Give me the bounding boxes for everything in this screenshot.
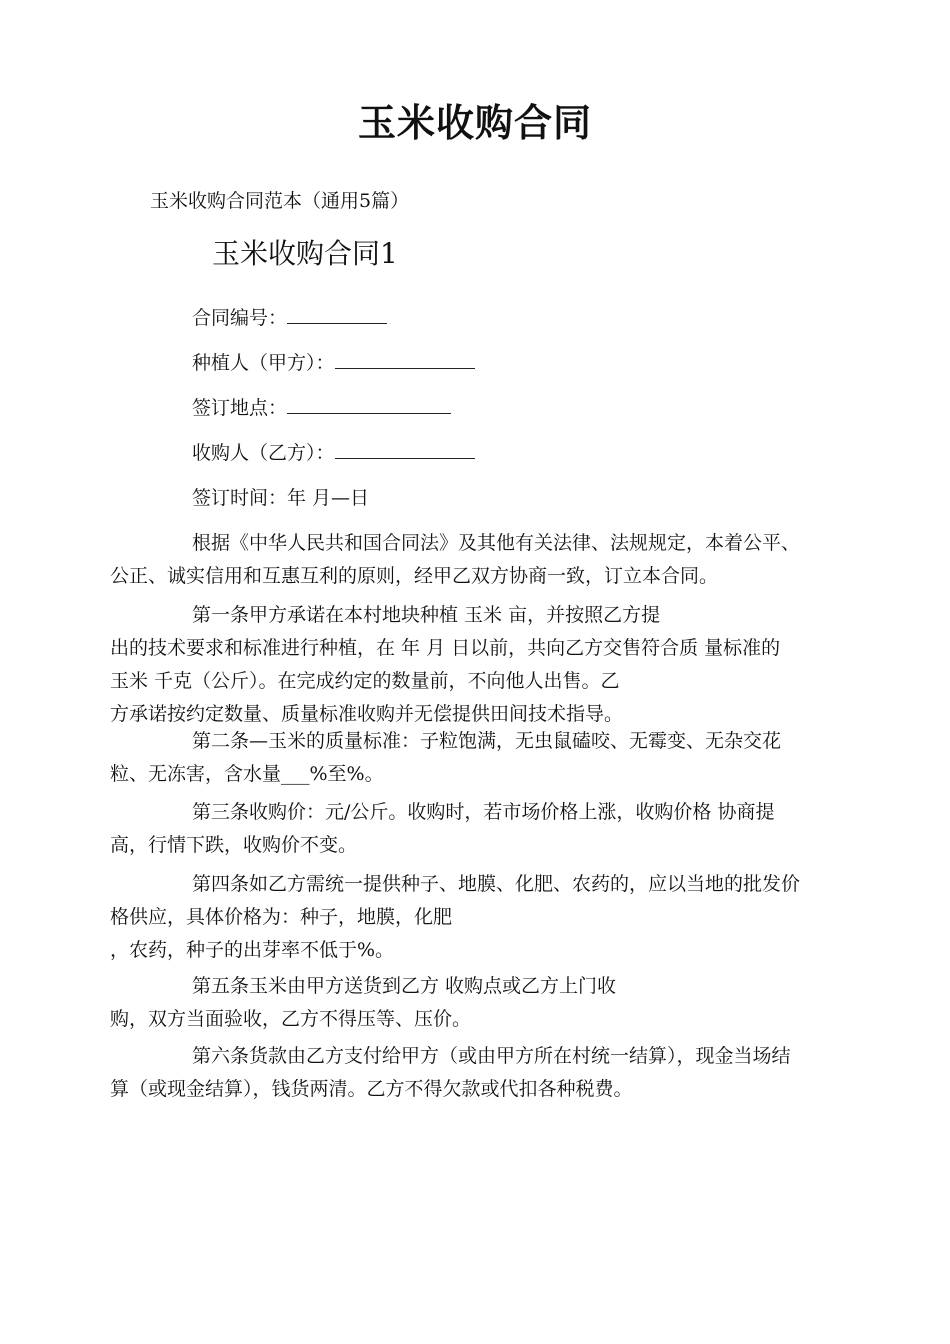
sign-place-label: 签订地点： <box>192 397 288 419</box>
buyer-field <box>192 438 475 465</box>
article-3-paragraph <box>110 796 840 862</box>
article-1-line: 出的技术要求和标准进行种植，在 年 月 日以前，共向乙方交售符合质 量标准的 <box>110 637 781 659</box>
buyer-blank <box>335 444 475 459</box>
article-2-line: 粒、无冻害，含水量___%至%。 <box>110 763 384 785</box>
planter-field <box>192 348 475 375</box>
article-3-line: 第三条收购价：元/公斤。收购时，若市场价格上涨，收购价格 协商提 <box>192 801 775 823</box>
article-4-line: 第四条如乙方需统一提供种子、地膜、化肥、农药的，应以当地的批发价 <box>192 873 801 895</box>
contract-number-field <box>192 303 387 330</box>
article-3-line: 高，行情下跌，收购价不变。 <box>110 834 358 856</box>
article-2-paragraph <box>110 725 840 791</box>
article-5-line: 购，双方当面验收，乙方不得压等、压价。 <box>110 1008 472 1030</box>
preamble-line: 根据《中华人民共和国合同法》及其他有关法律、法规规定，本着公平、 <box>192 532 801 554</box>
article-4-line: 格供应，具体价格为：种子，地膜，化肥 <box>110 906 453 928</box>
planter-label: 种植人（甲方）： <box>192 352 335 374</box>
article-4-line: ，农药，种子的出芽率不低于%。 <box>110 939 395 961</box>
contract-number-label: 合同编号： <box>192 307 288 329</box>
article-1-line: 玉米 千克（公斤）。在完成约定的数量前，不向他人出售。乙 <box>110 670 620 692</box>
article-6-paragraph <box>110 1040 840 1106</box>
document-subtitle: 玉米收购合同范本（通用5篇） <box>150 190 410 212</box>
planter-blank <box>335 354 475 369</box>
article-2-line: 第二条—玉米的质量标准：子粒饱满，无虫鼠磕咬、无霉变、无杂交花 <box>192 730 782 752</box>
article-6-line: 算（或现金结算），钱货两清。乙方不得欠款或代扣各种税费。 <box>110 1078 633 1100</box>
sign-place-field <box>192 393 451 420</box>
article-5-line: 第五条玉米由甲方送货到乙方 收购点或乙方上门收 <box>192 975 617 997</box>
sign-time-field <box>192 483 369 510</box>
article-6-line: 第六条货款由乙方支付给甲方（或由甲方所在村统一结算），现金当场结 <box>192 1045 791 1067</box>
buyer-label: 收购人（乙方）： <box>192 442 335 464</box>
article-1-line: 第一条甲方承诺在本村地块种植 玉米 亩，并按照乙方提 <box>192 604 661 626</box>
section-title: 玉米收购合同1 <box>212 237 398 270</box>
preamble-paragraph <box>110 527 840 593</box>
article-1-paragraph <box>110 599 840 731</box>
sign-time-label: 签订时间：年 月—日 <box>192 487 370 509</box>
contract-number-blank <box>287 309 387 324</box>
preamble-line: 公正、诚实信用和互惠互利的原则，经甲乙双方协商一致，订立本合同。 <box>110 565 719 587</box>
article-4-paragraph <box>110 868 840 967</box>
document-title: 玉米收购合同 <box>357 100 592 145</box>
sign-place-blank <box>287 399 451 414</box>
article-1-line: 方承诺按约定数量、质量标准收购并无偿提供田间技术指导。 <box>110 703 624 725</box>
article-5-paragraph <box>110 970 840 1036</box>
